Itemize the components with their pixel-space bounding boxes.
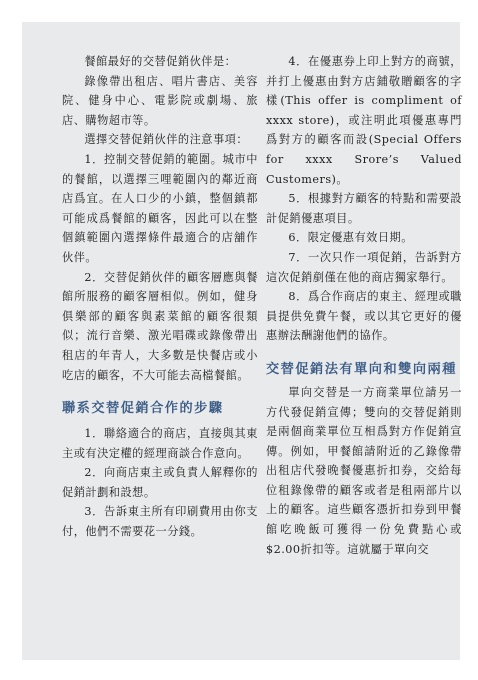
paragraph: 2．交替促銷伙伴的顧客層應與餐館所服務的顧客層相似。例如，健身俱樂部的顧客與素菜館的顧客很類似；流行音樂、激光唱碟或錄像帶出租店的年青人，大多數是快餐店或小吃店的顧客，不大可能去高檔餐館。 — [62, 270, 258, 382]
section-heading: 交替促銷法有單向和雙向兩種 — [266, 361, 457, 377]
paragraph: 1．控制交替促銷的範圍。城市中的餐館，以選擇三哩範圍內的鄰近商店爲宜。在人口少的小鎮，整個鎮都可能成爲餐館的顧客，因此可以在整個鎮範圍內選擇條件最適合的店舖作伙伴。 — [62, 152, 258, 264]
paragraph: 3．告訴東主所有印刷費用由你支付，他們不需要花一分錢。 — [62, 505, 258, 539]
paragraph: 4．在優惠券上印上對方的商號，并打上優惠由對方店鋪敬贈顧客的字樣(This offer is compliment of xxxx store)，或注明此項優惠專門爲對方的顧客而設(Special Offers for xxxx Srore’s Valued Customers)。 — [266, 55, 462, 186]
paragraph: 餐館最好的交替促銷伙伴是： — [84, 55, 237, 68]
section-heading: 聯系交替促銷合作的步驟 — [62, 401, 224, 417]
paragraph: 7．一次只作一項促銷，告訴對方這次促銷剷僅在他的商店獨家舉行。 — [266, 250, 462, 284]
left-column — [62, 52, 258, 542]
paragraph: 選擇交替促銷伙伴的注意事項： — [84, 133, 249, 147]
paragraph: 1．聯絡適合的商店，直接與其東主或有決定權的經理商談合作意向。 — [62, 427, 258, 460]
right-column — [266, 52, 462, 559]
paragraph: 6．限定優惠有效日期。 — [288, 231, 413, 245]
paragraph: 8．爲合作商店的東主、經理或職員提供免費午餐，或以其它更好的優惠辦法酬謝他們的協作。 — [266, 290, 462, 343]
paragraph: 5．根據對方顧客的特點和需要設計促銷優惠項目。 — [266, 192, 462, 225]
paragraph: 錄像帶出租店、唱片書店、美容院、健身中心、電影院或劇場、旅店、購物超市等。 — [62, 74, 258, 127]
page-background — [22, 22, 460, 660]
paragraph: 2．向商店東主或負責人解釋你的促銷計劃和設想。 — [62, 466, 258, 499]
paragraph: 單向交替是一方商業單位請另一方代發促銷宣傳；雙向的交替促銷則是兩個商業單位互相爲對方作促銷宣傳。例如，甲餐館請附近的乙錄像帶出租店代發晚餐優惠折扣券，交給每位租錄像帶的顧客或者是租兩部片以上的顧客。這些顧客憑折扣券到甲餐館吃晚飯可獲得一份免費點心或$2.00折扣等。這就屬于單向交 — [266, 385, 462, 556]
